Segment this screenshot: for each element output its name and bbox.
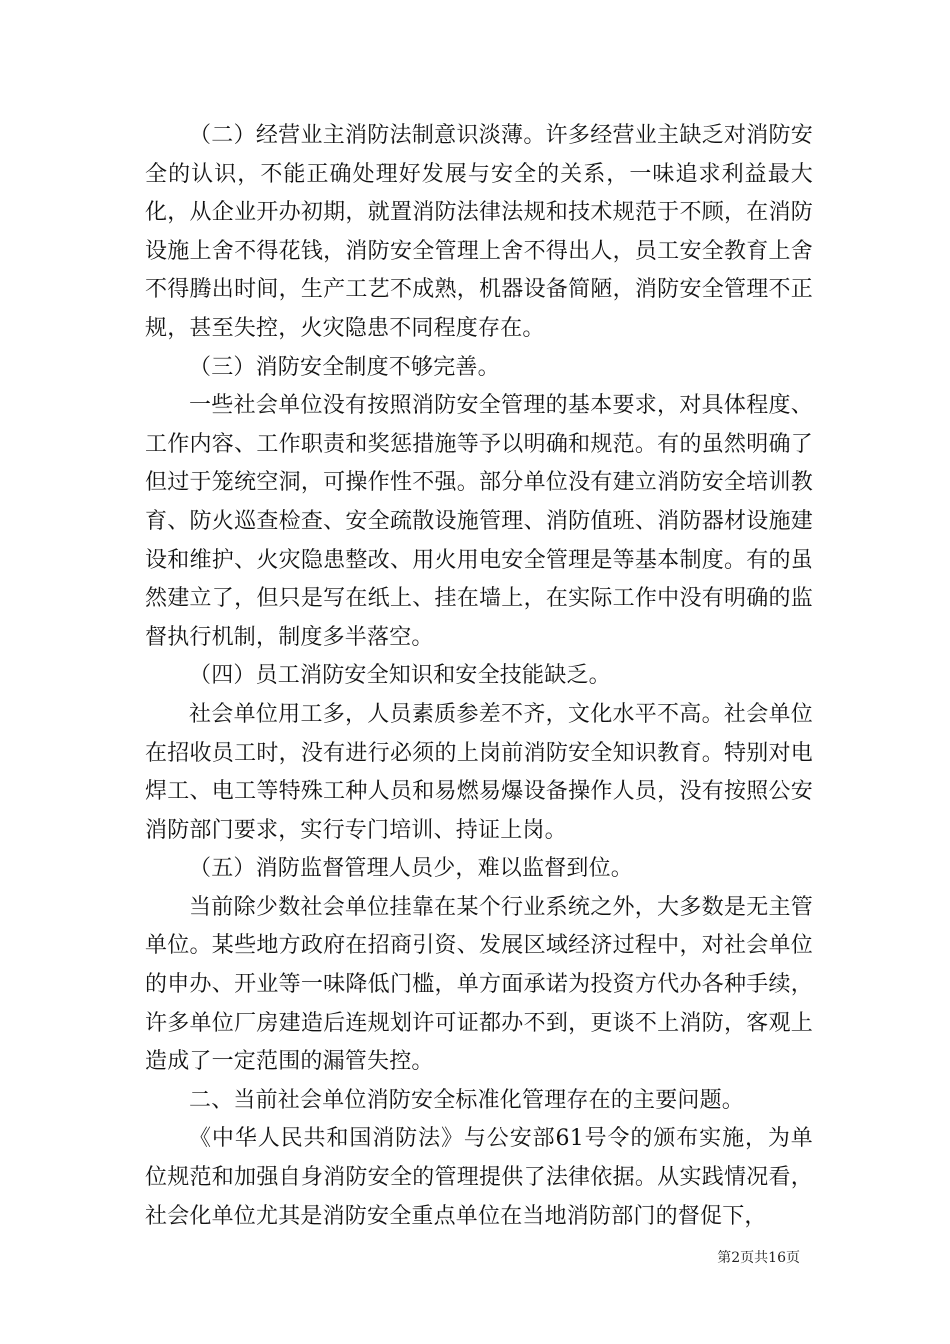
paragraph-section-three-body: 一些社会单位没有按照消防安全管理的基本要求，对具体程度、工作内容、工作职责和奖惩措施等予以明确和规范。有的虽然明确了但过于笼统空洞，可操作性不强。部分单位没有建立消防安全培训教育、防火巡查检查、安全疏散设施管理、消防值班、消防器材设施建设和维护、火灾隐患整改、用火用电安全管理是等基本制度。有的虽然建立了，但只是写在纸上、挂在墙上，在实际工作中没有明确的监督执行机制，制度多半落空。 bbox=[145, 393, 813, 650]
paragraph-section-two-owners: （二）经营业主消防法制意识淡薄。许多经营业主缺乏对消防安全的认识，不能正确处理好发展与安全的关系，一味追求利益最大化，从企业开办初期，就置消防法律法规和技术规范于不顾，在消防设施上舍不得花钱，消防安全管理上舍不得出人，员工安全教育上舍不得腾出时间，生产工艺不成熟，机器设备简陋，消防安全管理不正规，甚至失控，火灾隐患不同程度存在。 bbox=[145, 123, 813, 341]
heading-part-two: 二、当前社会单位消防安全标准化管理存在的主要问题。 bbox=[189, 1087, 745, 1113]
paragraph-section-five-body: 当前除少数社会单位挂靠在某个行业系统之外，大多数是无主管单位。某些地方政府在招商引资、发展区域经济过程中，对社会单位的申办、开业等一味降低门槛，单方面承诺为投资方代办各种手续，许多单位厂房建造后连规划许可证都办不到，更谈不上消防，客观上造成了一定范围的漏管失控。 bbox=[145, 894, 813, 1075]
paragraph-part-two-body: 《中华人民共和国消防法》与公安部61号令的颁布实施，为单位规范和加强自身消防安全的管理提供了法律依据。从实践情况看，社会化单位尤其是消防安全重点单位在当地消防部门的督促下， bbox=[145, 1126, 813, 1229]
page-number-footer: 第2页共16页 bbox=[717, 1250, 800, 1266]
heading-section-three: （三）消防安全制度不够完善。 bbox=[189, 354, 500, 380]
paragraph-section-four-body: 社会单位用工多，人员素质参差不齐，文化水平不高。社会单位在招收员工时，没有进行必须的上岗前消防安全知识教育。特别对电焊工、电工等特殊工种人员和易燃易爆设备操作人员，没有按照公安消防部门要求，实行专门培训、持证上岗。 bbox=[145, 701, 813, 843]
heading-section-five: （五）消防监督管理人员少，难以监督到位。 bbox=[189, 856, 634, 882]
heading-section-four: （四）员工消防安全知识和安全技能缺乏。 bbox=[189, 663, 611, 689]
document-body bbox=[145, 117, 813, 1236]
